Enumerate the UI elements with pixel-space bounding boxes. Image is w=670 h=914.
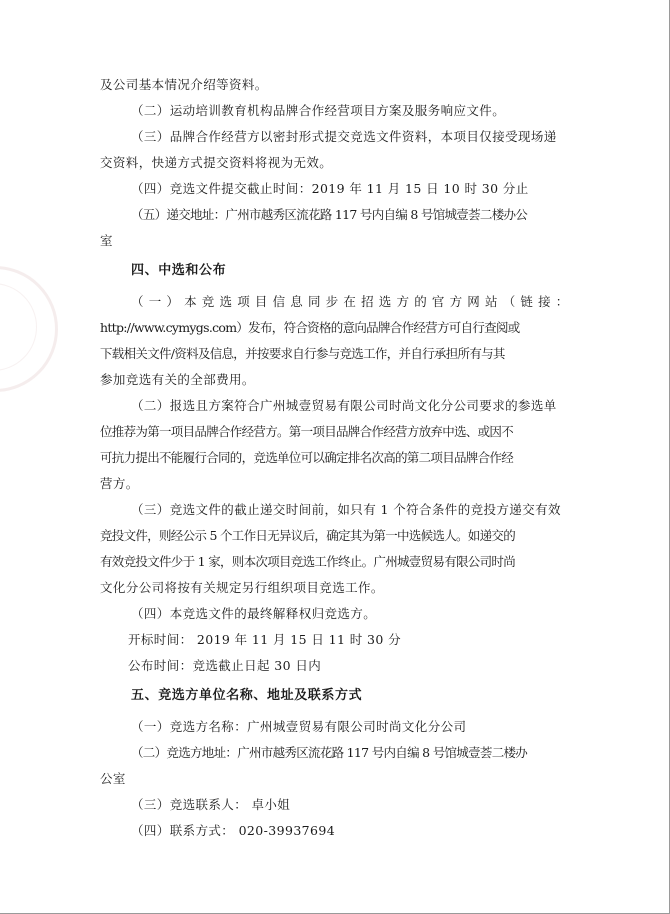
paragraph-line: （五）递交地址：广州市越秀区流花路 117 号内自编 8 号馆城壹荟二楼办公 (131, 207, 528, 222)
paragraph-line: （四）竞选文件提交截止时间：2019 年 11 月 15 日 10 时 30 分止 (131, 181, 529, 196)
paragraph-line: 营方。 (100, 476, 139, 491)
paragraph-line: 有效竞投文件少于 1 家，则本次项目竞选工作终止。广州城壹贸易有限公司时尚 (100, 554, 516, 569)
paragraph-line: （四）本竞选文件的最终解释权归竞选方。 (131, 606, 377, 621)
publication-time: 公布时间：竞选截止日起 30 日内 (128, 658, 322, 673)
paragraph-line: 室 (100, 233, 113, 248)
paragraph-line: 竞投文件，则经公示 5 个工作日无异议后，确定其为第一中选候选人。如递交的 (100, 528, 516, 543)
bid-opening-time: 开标时间： 2019 年 11 月 15 日 11 时 30 分 (128, 632, 401, 647)
paragraph-line: 参加竞选有关的全部费用。 (100, 372, 255, 387)
paragraph-line: 位推荐为第一项目品牌合作经营方。第一项目品牌合作经营方放弃中选、或因不 (100, 424, 514, 439)
section-heading-4: 四、中选和公布 (131, 263, 227, 278)
paragraph-line: （二）运动培训教育机构品牌合作经营项目方案及服务响应文件。 (131, 103, 506, 118)
section-heading-5: 五、竞选方单位名称、地址及联系方式 (131, 688, 363, 703)
paragraph-line: 下载相关文件/资料及信息，并按要求自行参与竞选工作，并自行承担所有与其 (100, 346, 505, 361)
paragraph-line: （一）本竞选项目信息同步在招选方的官方网站（链接： (131, 294, 574, 309)
contact-phone-line: （四）联系方式： 020-39937694 (131, 823, 336, 838)
contact-name-line: （一）竞选方名称：广州城壹贸易有限公司时尚文化分公司 (131, 719, 467, 734)
faded-seal-stamp (0, 266, 58, 392)
paragraph-line: http://www.cymygs.com）发布，符合资格的意向品牌合作经营方可自行查阅或 (100, 320, 520, 335)
paragraph-line: （二）报选且方案符合广州城壹贸易有限公司时尚文化分公司要求的参选单 (131, 398, 557, 413)
paragraph-line: 交资料，快递方式提交资料将视为无效。 (100, 155, 333, 170)
paragraph-line: 文化分公司将按有关规定另行组织项目竞选工作。 (100, 580, 384, 595)
paragraph-line: 公室 (100, 771, 126, 786)
contact-address-line: （二）竞选方地址：广州市越秀区流花路 117 号内自编 8 号馆城壹荟二楼办 (131, 745, 528, 760)
contact-person-line: （三）竞选联系人： 卓小姐 (131, 797, 291, 812)
paragraph-line: 及公司基本情况介绍等资料。 (100, 77, 268, 92)
paragraph-line: （三）品牌合作经营方以密封形式提交竞选文件资料，本项目仅接受现场递 (131, 129, 557, 144)
paragraph-line: 可抗力提出不能履行合同的，竞选单位可以确定排名次高的第二项目品牌合作经 (100, 450, 514, 465)
paragraph-line: （三）竞选文件的截止递交时间前，如只有 1 个符合条件的竞投方递交有效 (131, 502, 561, 517)
